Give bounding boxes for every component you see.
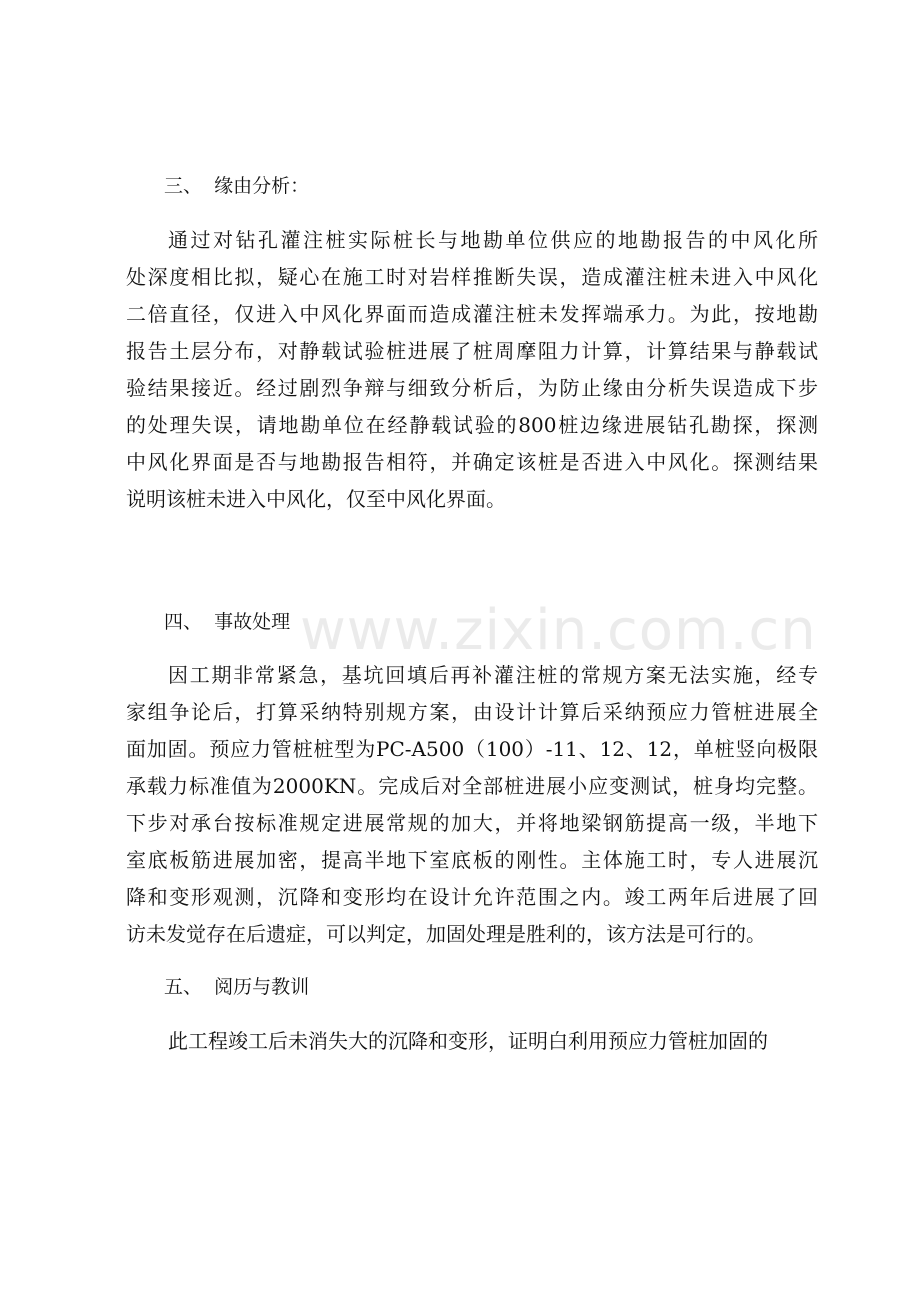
paragraph-line: 通过对钻孔灌注桩实际桩长与地勘单位供应的地勘报告的中风化所 [168, 228, 818, 252]
paragraph-line: 因工期非常紧急，基坑回填后再补灌注桩的常规方案无法实施，经专 [168, 663, 818, 687]
paragraph-line: 验结果接近。经过剧烈争辩与细致分析后，为防止缘由分析失误造成下步 [126, 376, 818, 400]
paragraph-line: 报告土层分布，对静载试验桩进展了桩周摩阻力计算，计算结果与静载试 [126, 339, 818, 363]
paragraph-line: 处深度相比拟，疑心在施工时对岩样推断失误，造成灌注桩未进入中风化 [126, 265, 818, 289]
paragraph-line: 面加固。预应力管桩桩型为PC-A500（100）-11、12、12，单桩竖向极限 [126, 737, 818, 761]
paragraph-line: 承载力标准值为2000KN。完成后对全部桩进展小应变测试，桩身均完整。 [126, 774, 818, 798]
paragraph-line: 室底板筋进展加密，提高半地下室底板的刚性。主体施工时，专人进展沉 [126, 848, 818, 872]
paragraph-line: 下步对承台按标准规定进展常规的加大，并将地梁钢筋提高一级，半地下 [126, 811, 818, 835]
paragraph-line: 二倍直径，仅进入中风化界面而造成灌注桩未发挥端承力。为此，按地勘 [126, 302, 818, 326]
paragraph-line: 降和变形观测，沉降和变形均在设计允许范围之内。竣工两年后进展了回 [126, 885, 818, 909]
section-heading: 三、 缘由分析： [164, 175, 310, 197]
paragraph-line: 的处理失误，请地勘单位在经静载试验的800桩边缘进展钻孔勘探，探测 [126, 413, 818, 437]
section-heading: 五、 阅历与教训 [164, 976, 310, 998]
paragraph-line: 此工程竣工后未消失大的沉降和变形，证明白利用预应力管桩加固的 [168, 1029, 768, 1053]
section-heading: 四、 事故处理 [164, 611, 291, 633]
watermark: www.zixin.com.cn [300, 598, 817, 663]
paragraph-line: 访未发觉存在后遗症，可以判定，加固处理是胜利的，该方法是可行的。 [126, 922, 766, 946]
paragraph-line: 家组争论后，打算采纳特别规方案，由设计计算后采纳预应力管桩进展全 [126, 700, 818, 724]
paragraph-line: 中风化界面是否与地勘报告相符，并确定该桩是否进入中风化。探测结果 [126, 450, 818, 474]
paragraph-line: 说明该桩未进入中风化，仅至中风化界面。 [126, 487, 506, 511]
